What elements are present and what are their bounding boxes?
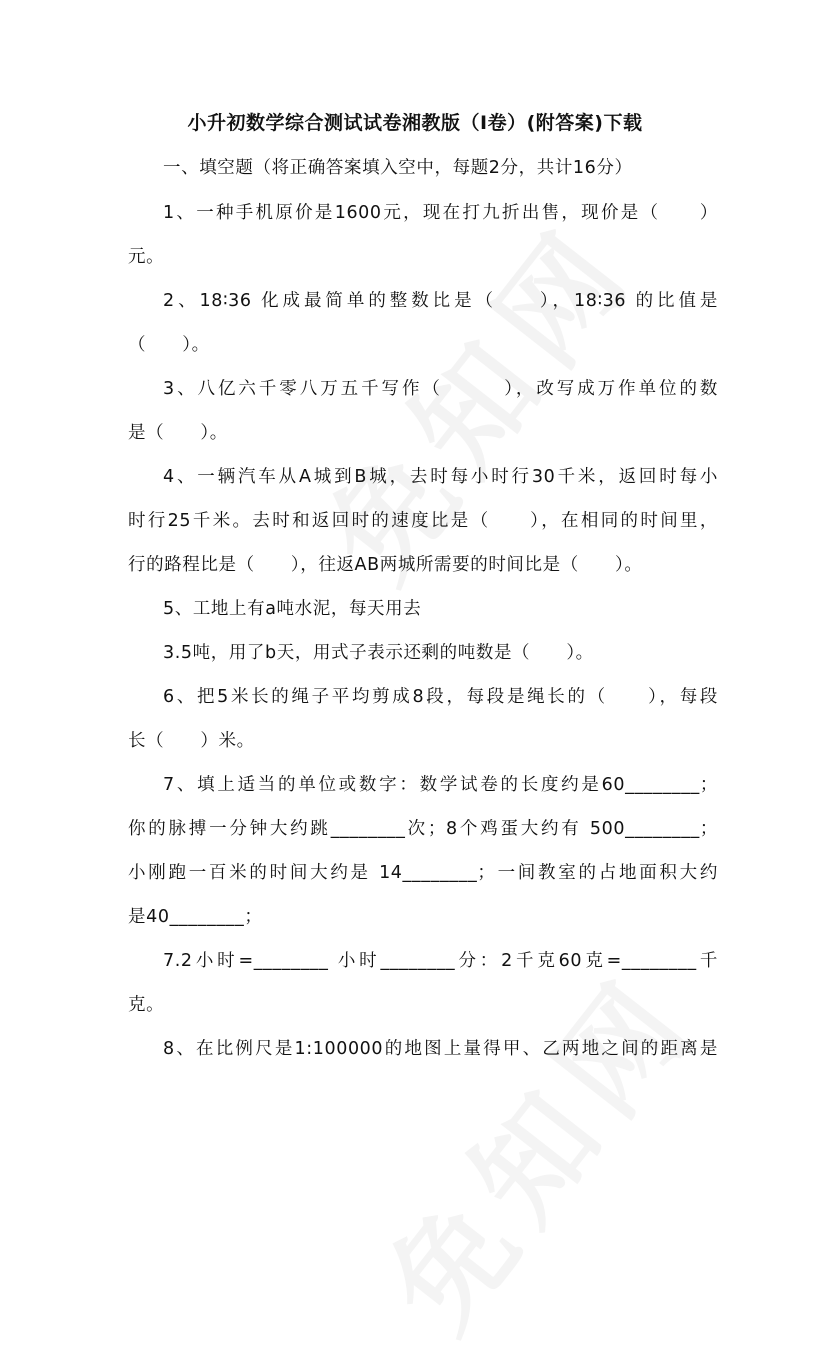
question-7b-line-2: 克。 (128, 995, 165, 1015)
question-3-line-1: 3、八亿六千零八万五千写作（ ），改写成万作单位的数 (163, 379, 718, 399)
question-7-line-1: 7、填上适当的单位或数字：数学试卷的长度约是60________； (163, 775, 718, 795)
question-3-line-2: 是（ ）。 (128, 423, 228, 443)
question-5-line-2: 3.5吨，用了b天，用式子表示还剩的吨数是（ ）。 (163, 643, 594, 663)
question-4-line-1: 4、一辆汽车从A城到B城，去时每小时行30千米，返回时每小 (163, 467, 718, 487)
question-1-line-2: 元。 (128, 247, 165, 267)
question-2-line-1: 2、18∶36 化成最简单的整数比是（ ），18∶36 的比值是 (163, 291, 718, 311)
question-7-line-2: 你的脉搏一分钟大约跳________次；8个鸡蛋大约有 500________； (128, 819, 718, 839)
question-1-line-1: 1、一种手机原价是1600元，现在打九折出售，现价是（ ） (163, 203, 718, 223)
question-6-line-2: 长（ ）米。 (128, 731, 255, 751)
question-4-line-2: 时行25千米。去时和返回时的速度比是（ ），在相同的时间里， (128, 511, 718, 531)
question-6-line-1: 6、把5米长的绳子平均剪成8段，每段是绳长的（ ），每段 (163, 687, 718, 707)
question-7-line-4: 是40________； (128, 907, 263, 927)
document-title: 小升初数学综合测试试卷湘教版（I卷）(附答案)下载 (187, 112, 643, 134)
question-2-line-2: （ ）。 (128, 335, 210, 355)
question-7-line-3: 小刚跑一百米的时间大约是 14________；一间教室的占地面积大约 (128, 863, 718, 883)
question-4-line-3: 行的路程比是（ ），往返AB两城所需要的时间比是（ ）。 (128, 555, 643, 575)
question-8-line-1: 8、在比例尺是1:100000的地图上量得甲、乙两地之间的距离是 (163, 1039, 718, 1059)
question-5-line-1: 5、工地上有a吨水泥，每天用去 (163, 599, 422, 619)
question-7b-line-1: 7.2小时=________ 小时________分：2千克60克=________千 (163, 951, 718, 971)
section-heading: 一、填空题（将正确答案填入空中，每题2分，共计16分） (163, 158, 633, 178)
